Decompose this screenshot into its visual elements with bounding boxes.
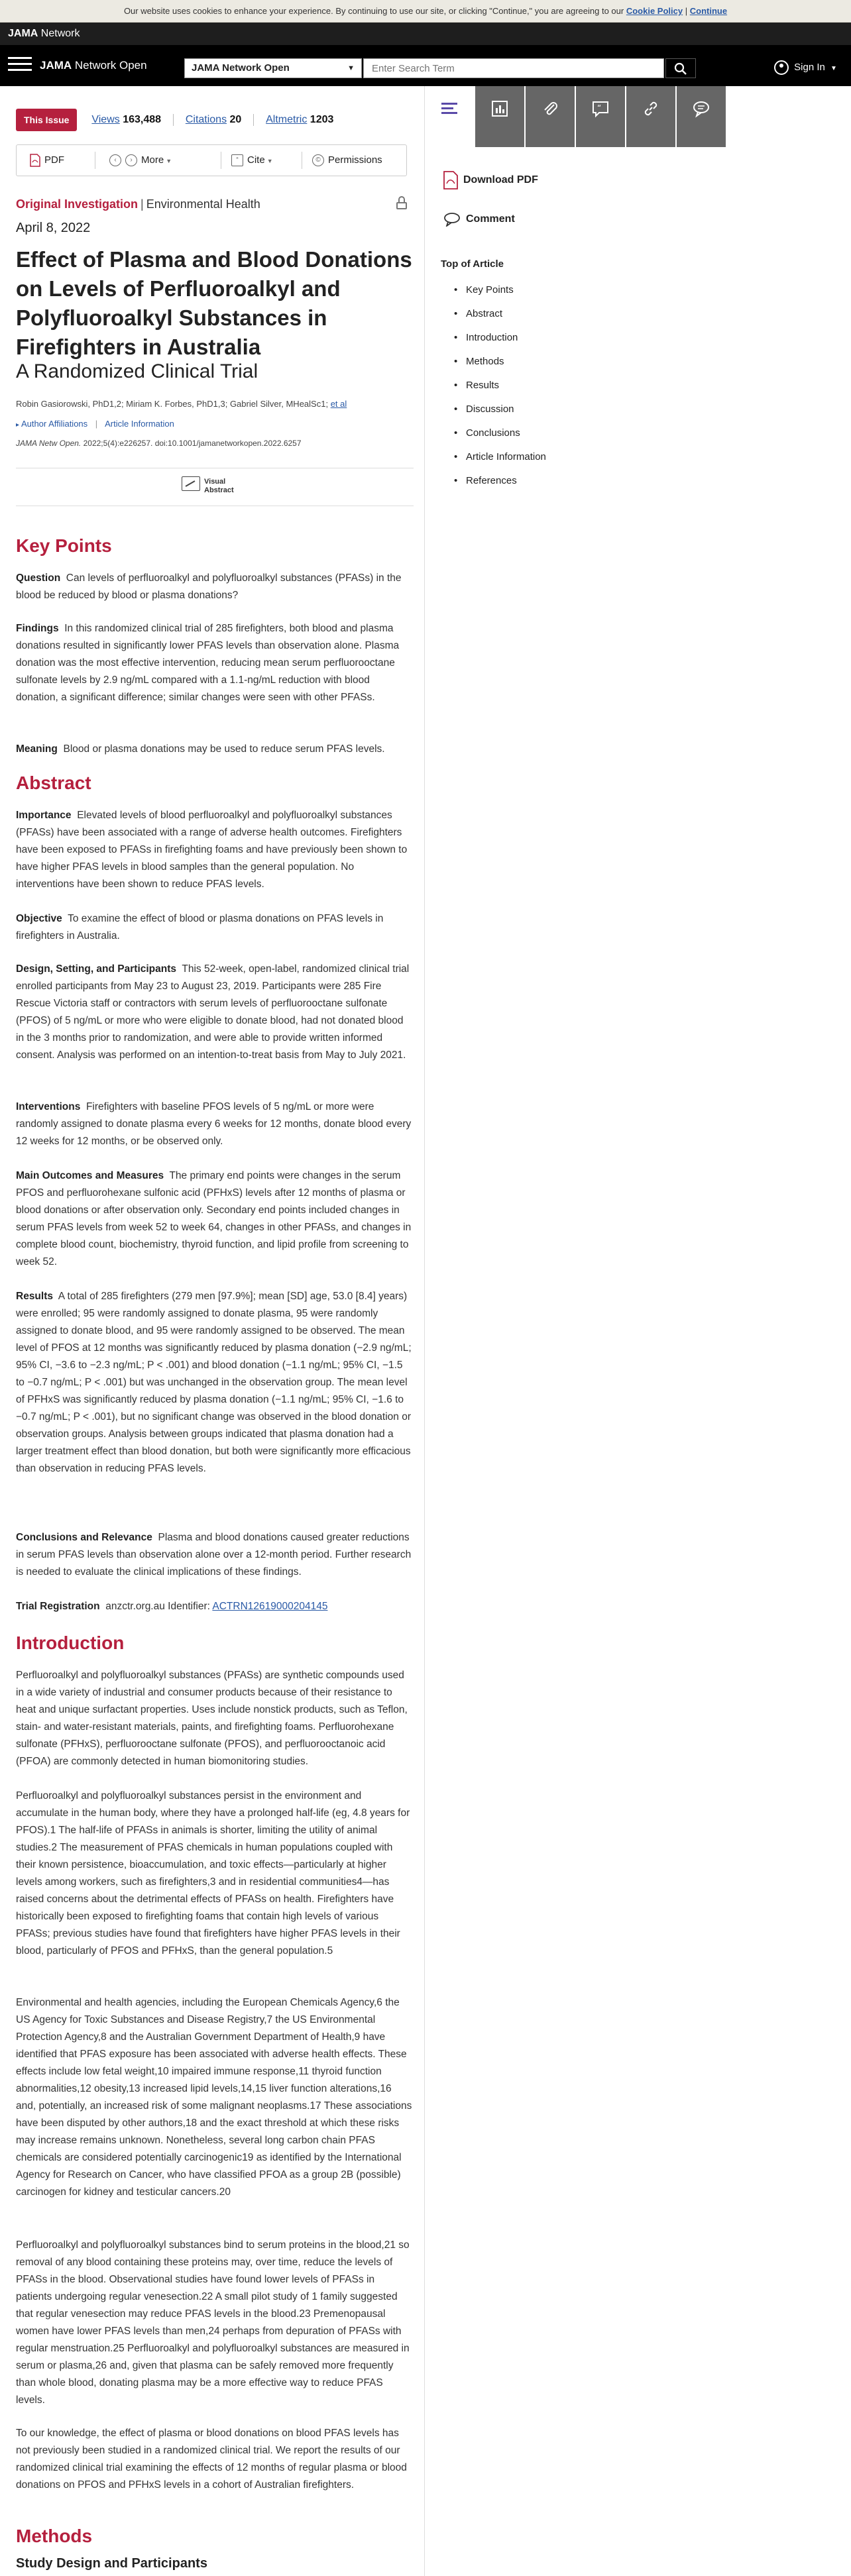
toc-item-article-information[interactable]: • Article Information (454, 445, 546, 469)
key-points-question (16, 570, 412, 604)
intro-paragraph-1: Perfluoroalkyl and polyfluoroalkyl substances (PFASs) are synthetic compounds used in a wide variety of industrial and consumer products because of their resistance to heat and unique surfactant properties. Uses include nonstick products, such as Teflon, stain- and water-resistant materials, paints, and firefighting foams. Perfluorohexane sulfonate (PFHxS), perfluorooctane sulfonate (PFOS), and perfluorooctanoic acid (PFOA) are commonly detected in human biomonitoring studies. (16, 1670, 408, 1767)
toc-item-abstract[interactable]: • Abstract (454, 302, 546, 326)
conclusions-text: Plasma and blood donations caused greater reductions in serum PFAS levels than observation alone over a 12-month period. Further research is needed to evaluate the clinical implications of these findings. (16, 1532, 412, 1578)
sign-in-link[interactable] (774, 58, 837, 79)
tab-table-of-contents[interactable] (425, 86, 474, 147)
article-sidebar (424, 86, 851, 2576)
tab-related[interactable] (626, 86, 675, 147)
download-pdf-link[interactable] (443, 171, 538, 189)
toc-item-results[interactable]: • Results (454, 374, 546, 398)
search-input[interactable] (363, 58, 664, 78)
cookie-policy-link[interactable]: Cookie Policy (626, 6, 683, 16)
comment-link[interactable] (443, 212, 515, 227)
trial-text: anzctr.org.au Identifier: (105, 1601, 210, 1612)
findings-text: In this randomized clinical trial of 285 firefighters, both blood and plasma donations resulted in significantly lower PFAS levels than observation alone. Plasma donation was the most effective intervention, reducing mean serum perfluorooctane sulfonate levels by 2.9 ng/mL compared with a 1.1-ng/mL reduction with blood donation, a significant difference; similar changes were seen with other PFASs. (16, 623, 400, 703)
cite-label: Cite (247, 154, 265, 166)
toc-item-discussion[interactable]: • Discussion (454, 398, 546, 421)
table-of-contents (454, 278, 546, 493)
hamburger-menu-icon[interactable] (8, 57, 32, 74)
left-arrow-icon: ‹ (109, 154, 121, 166)
abstract-conclusions (16, 1529, 412, 1581)
journal-select[interactable] (184, 58, 362, 78)
design-text: This 52-week, open-label, randomized clinical trial enrolled participants from May 23 to August 23, 2019. Participants were 285 Fire Rescue Victoria staff or contractors with serum levels of perfluorooctane sulfonate (PFOS) of 5 ng/mL or more who were eligible to donate blood, had not donated blood in the 3 months prior to randomization, and were able to provide written informed consent. Analysis was performed on an intention-to-treat basis from May to July 2021. (16, 963, 410, 1061)
site-header (0, 45, 851, 86)
article-category[interactable]: Environmental Health (146, 197, 260, 211)
citations-value: 20 (229, 114, 242, 125)
chevron-down-icon: ▼ (166, 158, 172, 164)
key-points-meaning (16, 741, 412, 758)
pdf-button[interactable] (30, 145, 64, 176)
methods-heading: Methods (16, 2526, 93, 2546)
article-type-label: Original Investigation (16, 197, 139, 211)
journal-logo-rest: Network Open (72, 59, 147, 72)
altmetric-label: Altmetric (266, 114, 308, 125)
importance-label: Importance (16, 810, 72, 821)
intro-paragraph-5: To our knowledge, the effect of plasma or blood donations on blood PFAS levels has not previously been studied in a randomized clinical trial. We report the results of our randomized clinical trial examining the effects of 12 months of regular plasma or blood donations on PFOS and PFHxS levels in a cohort of Australian firefighters. (16, 2428, 407, 2491)
search-icon (674, 62, 687, 76)
pdf-icon (443, 171, 458, 189)
altmetric-value: 1203 (310, 114, 334, 125)
visual-abstract-label: Visual Abstract (204, 478, 234, 494)
user-icon (774, 60, 789, 75)
question-label: Question (16, 572, 61, 584)
cookie-separator: | (685, 6, 688, 16)
figures-icon (490, 99, 509, 118)
citation-line (16, 439, 302, 448)
outcomes-text: The primary end points were changes in the serum PFOS and perfluorohexane sulfonic acid (PFHxS) levels after 12 months of plasma or blood donations or after observation only. Secondary end points included changes in serum PFAS levels from week 52 to week 64, changes in other PFASs, and changes in complete blood count, biochemistry, thyroid function, and lipid profile from screening to week 52. (16, 1170, 412, 1267)
altmetric-metric[interactable] (266, 109, 333, 131)
article-type-separator: | (141, 197, 144, 211)
importance-text: Elevated levels of blood perfluoroalkyl and polyfluoroalkyl substances (PFASs) have been associated with a range of adverse health outcomes. Firefighters have been exposed to PFASs in firefighting foams and have previously been shown to have higher PFAS levels in blood samples than the general population. No interventions have been shown to reduce PFAS levels. (16, 810, 408, 890)
cookie-text: Our website uses cookies to enhance your experience. By continuing to use our site, or clicking "Continue," you are agreeing to our (123, 6, 624, 16)
cite-button[interactable] (231, 145, 273, 176)
abstract-interventions (16, 1099, 412, 1150)
intro-paragraph-2: Perfluoroalkyl and polyfluoroalkyl substances persist in the environment and accumulate in the human body, where they have a prolonged half-life (eg, 4.8 years for PFOS).1 The half-life of PFASs in animals is shorter, limiting the utility of animal studies.2 The measurement of PFAS chemicals in human populations coupled with their known persistence, bioaccumulation, and toxic effects—particularly at higher levels among workers, such as firefighters,3 and in residential communities4—has raised concerns about the detrimental effects of PFASs on health. Firefighters have historically been exposed to firefighting foams that contain high levels of various PFASs; previous studies have found that firefighters have higher PFAS levels in their blood, particularly of PFOS and PFHxS, than the general population.5 (16, 1790, 410, 1957)
question-text: Can levels of perfluoroalkyl and polyfluoroalkyl substances (PFASs) in the blood be reduced by blood or plasma donations? (16, 572, 402, 601)
pdf-label: PDF (44, 154, 64, 166)
meaning-label: Meaning (16, 743, 58, 755)
et-al-link[interactable]: et al (330, 399, 347, 409)
cookie-continue-link[interactable]: Continue (689, 6, 728, 16)
chevron-down-icon: ▼ (347, 64, 355, 72)
tab-figures[interactable] (475, 86, 524, 147)
key-points-heading: Key Points (16, 535, 112, 556)
link-icon (642, 99, 660, 118)
abstract-objective (16, 910, 412, 945)
interventions-label: Interventions (16, 1101, 81, 1112)
author-affiliations-label: Author Affiliations (21, 419, 88, 429)
attachment-icon (541, 99, 559, 118)
journal-logo-bold: JAMA (40, 59, 72, 72)
article-subtitle: A Randomized Clinical Trial (16, 360, 258, 382)
trial-label: Trial Registration (16, 1601, 100, 1612)
right-arrow-icon: › (125, 154, 137, 166)
comment-icon (443, 212, 461, 227)
search-button[interactable] (665, 58, 696, 78)
comment-icon (692, 99, 710, 118)
toc-item-conclusions[interactable]: • Conclusions (454, 421, 546, 445)
comment-label: Comment (466, 213, 515, 225)
abstract-results (16, 1288, 412, 1477)
cookie-banner (0, 0, 851, 23)
toc-item-key-points[interactable]: • Key Points (454, 278, 546, 302)
intro-paragraph-3: Environmental and health agencies, including the European Chemicals Agency,6 the US Agency for Toxic Substances and Disease Registry,7 the US Environmental Protection Agency,8 and the Australian Government Department of Health,9 have identified that PFAS exposure has been associated with adverse health effects. These effects include low fetal weight,10 impaired immune response,11 thyroid function abnormalities,12 obesity,13 increased lipid levels,14,15 liver function alterations,16 and, potentially, an increased risk of some malignant neoplasms.17 These associations have been disputed by other authors,18 and the exact threshold at which these risks may increase remains unknown. Nonetheless, several long carbon chain PFAS chemicals are considered potentially carcinogenic19 as identified by the International Agency for Research on Cancer, who have classified PFOA as a group 2B (possible) carcinogen for kidney and testicular cancers.20 (16, 1997, 412, 2198)
tab-comments[interactable] (677, 86, 726, 147)
chevron-down-icon: ▼ (266, 158, 273, 164)
objective-text: To examine the effect of blood or plasma donations on PFAS levels in firefighters in Australia. (16, 913, 384, 941)
visual-abstract-content (182, 478, 244, 495)
citation-details: 2022;5(4):e226257. doi:10.1001/jamanetworkopen.2022.6257 (81, 439, 302, 448)
publication-date: April 8, 2022 (16, 221, 91, 235)
design-label: Design, Setting, and Participants (16, 963, 177, 975)
author-names[interactable]: Robin Gasiorowski, PhD1,2; Miriam K. Forbes, PhD1,3; Gabriel Silver, MHealSc1; (16, 399, 329, 409)
abstract-outcomes (16, 1167, 412, 1271)
link-separator: | (95, 419, 98, 429)
study-design-subheading: Study Design and Participants (16, 2556, 207, 2571)
views-value: 163,488 (123, 114, 162, 125)
network-bar (0, 23, 851, 45)
metric-divider (253, 114, 254, 126)
introduction-heading: Introduction (16, 1633, 125, 1653)
metrics-row (16, 109, 414, 131)
unlock-icon[interactable] (396, 196, 407, 209)
chevron-right-icon: ▸ (16, 421, 20, 429)
views-label: Views (91, 114, 120, 125)
this-issue-button[interactable]: This Issue (16, 109, 77, 131)
abstract-importance (16, 807, 412, 893)
objective-label: Objective (16, 913, 62, 924)
sign-in-label: Sign In (794, 62, 825, 73)
citation-journal: JAMA Netw Open. (16, 439, 82, 448)
tab-cite[interactable] (576, 86, 625, 147)
toc-item-methods[interactable]: • Methods (454, 350, 546, 374)
citations-metric[interactable] (186, 109, 242, 131)
meaning-text: Blood or plasma donations may be used to reduce serum PFAS levels. (63, 743, 385, 755)
interventions-text: Firefighters with baseline PFOS levels of 5 ng/mL or more were randomly assigned to donate plasma every 6 weeks for 12 months, donate blood every 12 weeks for 12 months, or be observed only. (16, 1101, 412, 1147)
article-title: Effect of Plasma and Blood Donations on Levels of Perfluoroalkyl and Polyfluoroalkyl Substances in Firefighters in Australia (16, 247, 412, 359)
download-pdf-label: Download PDF (463, 174, 538, 186)
svg-text:“: “ (597, 103, 602, 113)
article-toolbar (16, 144, 407, 176)
findings-label: Findings (16, 623, 59, 634)
article-information-link[interactable]: Article Information (105, 419, 174, 429)
network-logo-bold[interactable]: JAMA (8, 28, 38, 39)
more-label: More (141, 154, 164, 166)
outcomes-label: Main Outcomes and Measures (16, 1170, 164, 1181)
quote-icon: “ (231, 154, 243, 166)
toc-title: Top of Article (441, 258, 504, 270)
intro-paragraph-4: Perfluoroalkyl and polyfluoroalkyl substances bind to serum proteins in the blood,21 so removal of any blood containing these proteins may, over time, reduce the levels of PFASs in the blood. Observational studies have found lower levels of PFASs in patients undergoing regular venesection.22 A small pilot study of 1 family suggested that regular venesection may reduce PFAS levels in the blood.23 Premenopausal women have lower PFAS levels than men,24 perhaps from depuration of PFASs with regular menstruation.25 Perfluoroalkyl and polyfluoroalkyl substances are measured in serum or plasma,26 and, given that plasma can be safely removed more frequently than whole blood, donating plasma may be a more effective way to reduce PFAS levels. (16, 2239, 410, 2406)
conclusions-label: Conclusions and Relevance (16, 1532, 152, 1543)
author-info-row (16, 419, 174, 429)
key-points-findings (16, 620, 412, 706)
chevron-down-icon: ▼ (830, 65, 837, 72)
journal-logo[interactable] (40, 56, 147, 76)
trial-registration (16, 1598, 412, 1615)
article-type (16, 197, 260, 211)
toc-item-introduction[interactable]: • Introduction (454, 326, 546, 350)
journal-select-value: JAMA Network Open (192, 62, 290, 74)
results-text: A total of 285 firefighters (279 men [97.9%]; mean [SD] age, 53.0 [8.4] years) were enrolled; 95 were randomly assigned to donate plasma, 95 were randomly assigned to donate blood, and 95 were randomly assigned to be observed. The mean level of PFOS at 12 months was significantly reduced by plasma donation (−2.9 ng/mL; 95% CI, −3.6 to −2.3 ng/mL; P < .001) and blood donation (−1.1 ng/mL; 95% CI, −1.5 to −0.7 ng/mL; P < .001) but was unchanged in the observation group. The mean level of PFHxS was significantly reduced by plasma donation (−1.1 ng/mL; 95% CI, −1.6 to −0.7 ng/mL; P < .001), but no significant change was observed in the blood donation or observation groups. Analysis between groups indicated that plasma donation had a larger treatment effect than blood donation, but both were significantly more efficacious than observation in reducing PFAS levels. (16, 1291, 412, 1474)
abstract-design (16, 961, 412, 1064)
toc-item-references[interactable]: • References (454, 469, 546, 493)
more-button[interactable] (109, 145, 172, 176)
pdf-icon (30, 154, 40, 167)
permissions-label: Permissions (328, 154, 382, 166)
metric-divider (173, 114, 174, 126)
views-metric[interactable] (91, 109, 161, 131)
author-list (16, 399, 347, 409)
permissions-button[interactable] (312, 145, 382, 176)
author-affiliations-toggle[interactable] (16, 419, 87, 429)
sidebar-tabs (425, 86, 851, 147)
visual-abstract-button[interactable] (16, 468, 414, 506)
tab-supplements[interactable] (526, 86, 575, 147)
toc-icon (440, 99, 459, 118)
quote-icon (591, 99, 610, 118)
citations-label: Citations (185, 114, 227, 125)
results-label: Results (16, 1291, 53, 1302)
visual-abstract-icon (182, 476, 200, 491)
network-logo-rest[interactable]: Network (38, 28, 80, 39)
trial-registration-link[interactable]: ACTRN12619000204145 (212, 1601, 328, 1612)
copyright-icon: © (312, 154, 324, 166)
abstract-heading: Abstract (16, 773, 91, 793)
